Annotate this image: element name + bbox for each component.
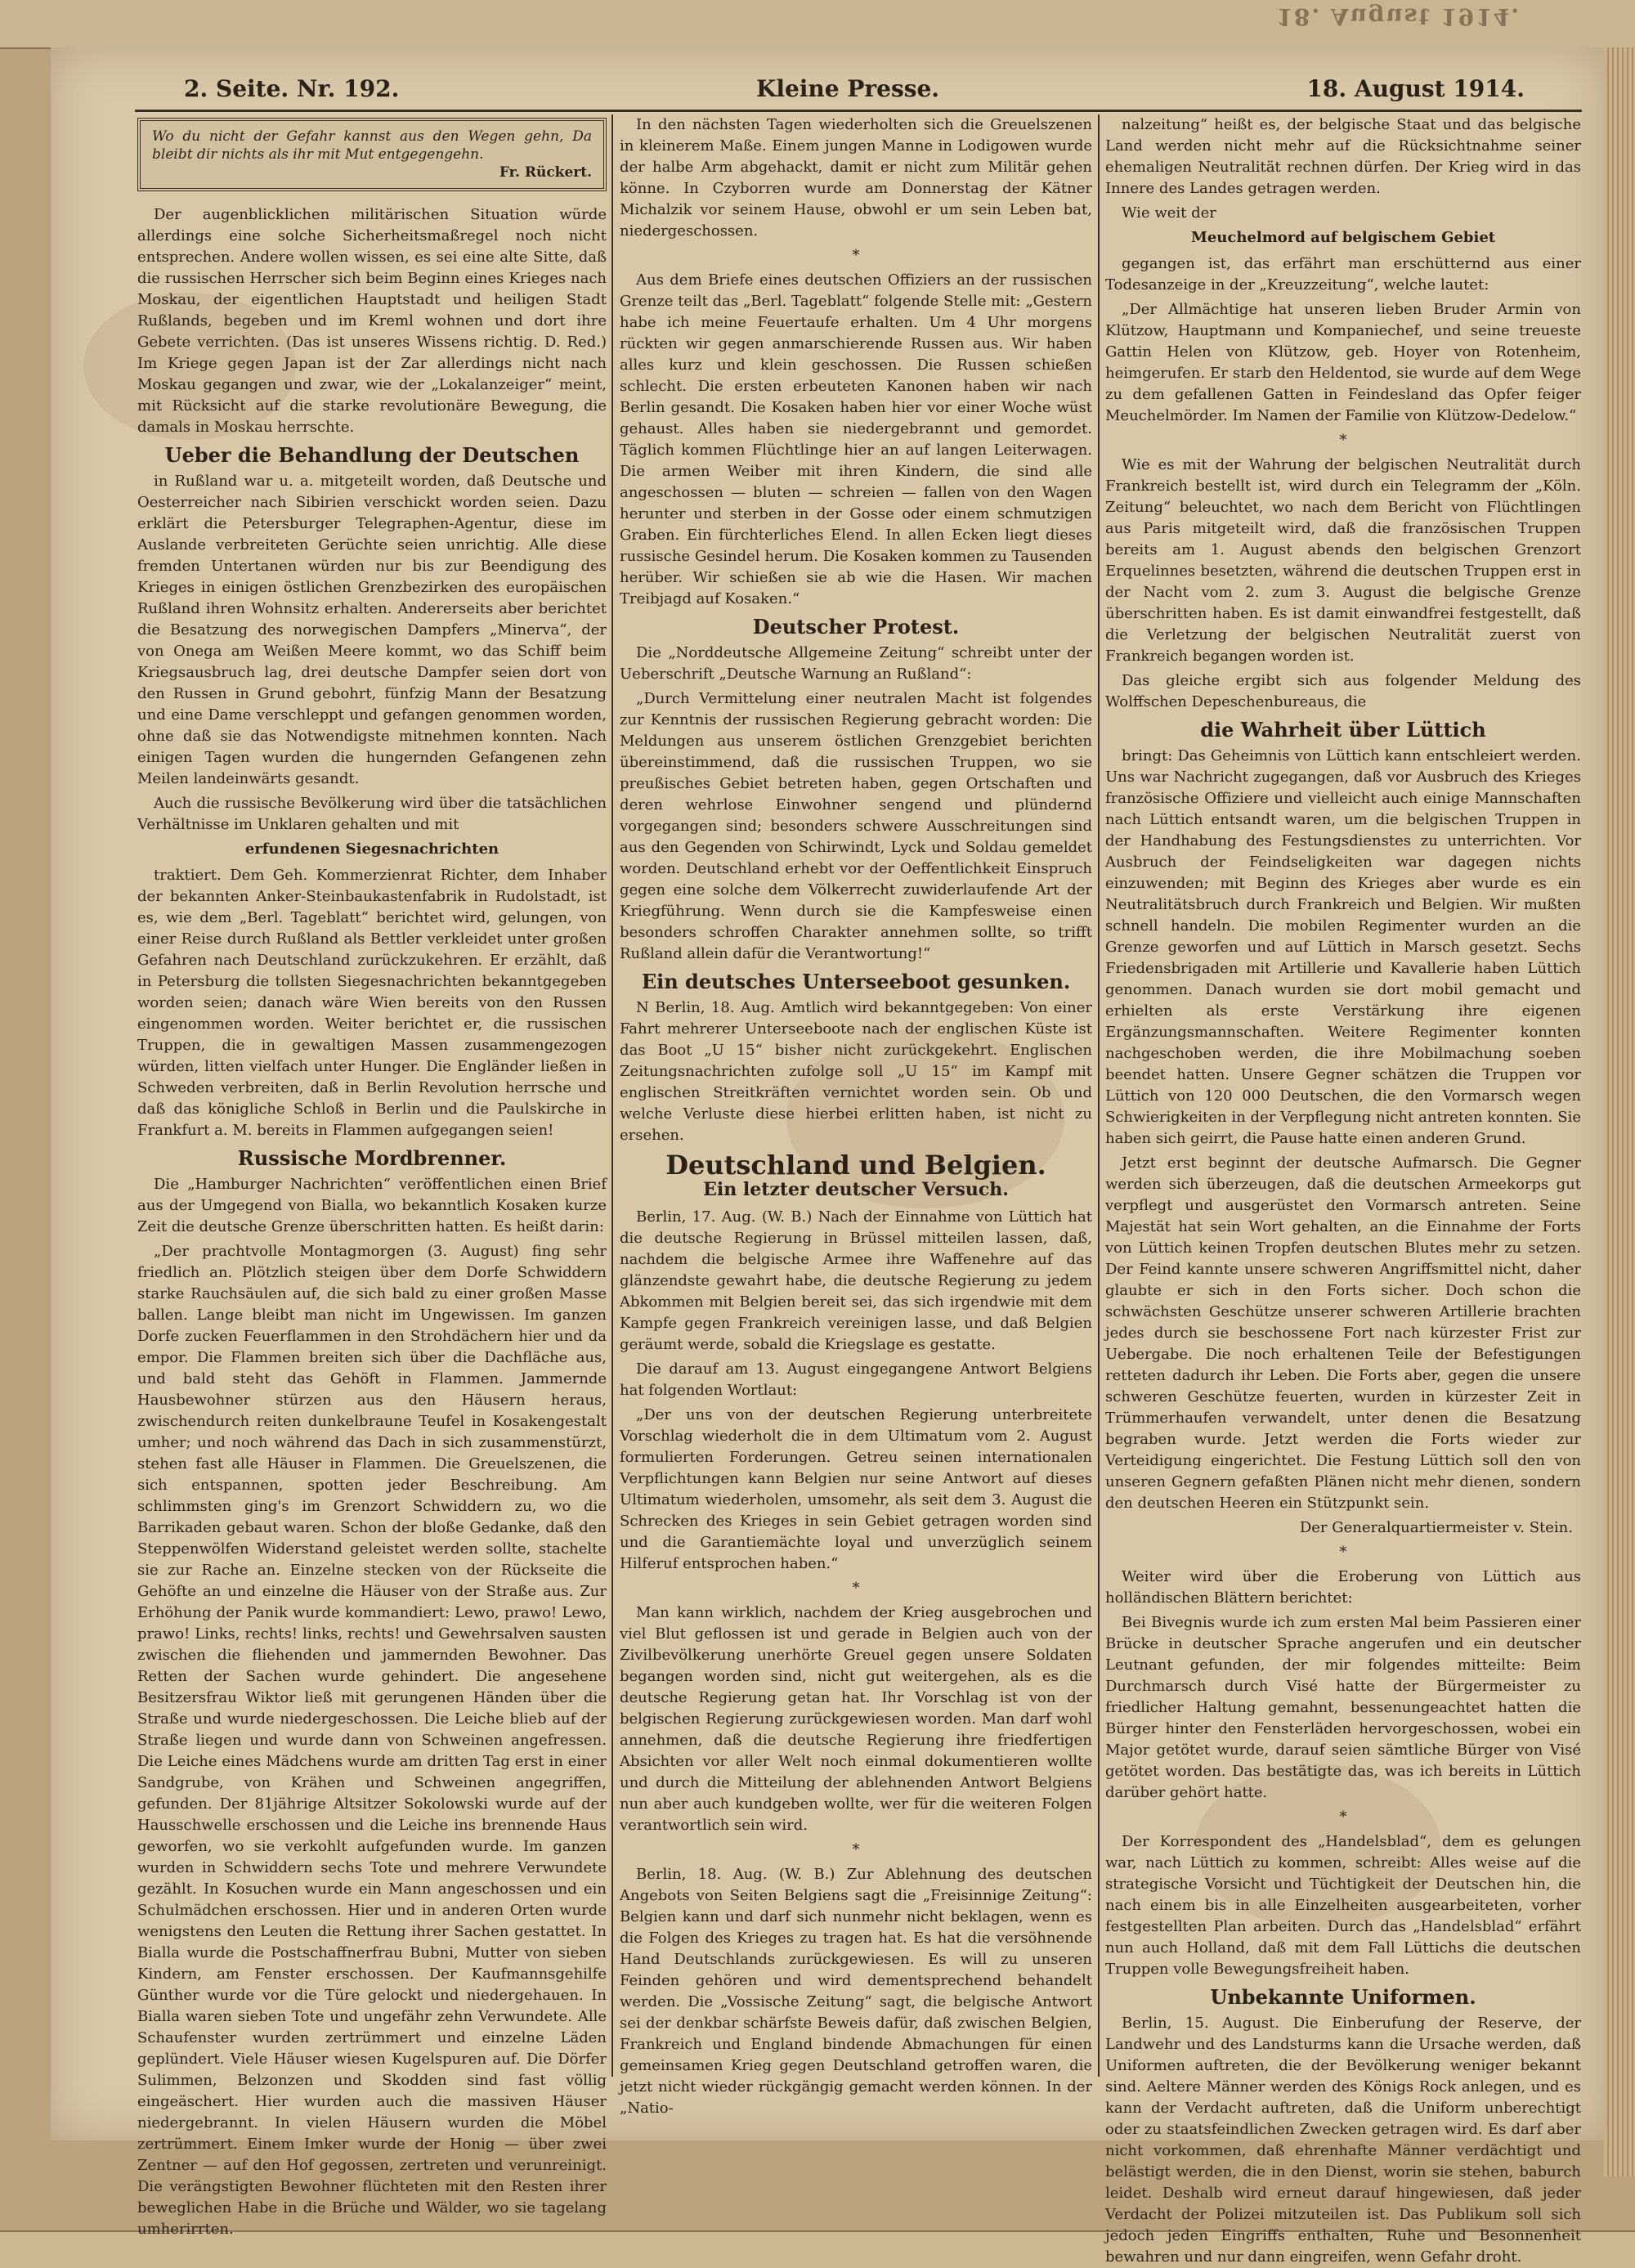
article-paragraph: Die „Norddeutsche Allgemeine Zeitung“ schreibt unter der Ueberschrift „Deutsche Warnung an Rußland“: (620, 644, 1092, 683)
page-header (135, 75, 1525, 108)
article-paragraph: Wie weit der (1122, 204, 1216, 222)
previous-page-strip (0, 0, 1635, 49)
article-paragraph: gegangen ist, das erfährt man erschütternd aus einer Todesanzeige in der „Kreuzzeitung“, welche lautet: (1105, 255, 1581, 294)
article-paragraph: „Der prachtvolle Montagmorgen (3. August) fing sehr friedlich an. Plötzlich steigen über dem Dorfe Schwiddern starke Rauchsäulen auf, die sich bald zu einer großen Masse ballen. Lange bleibt man nicht im Ungewissen. Im ganzen Dorfe zucken Feuerflammen in den Strohdächern hier und da empor. Die Flammen breiten sich über die Dachfläche aus, und bald steht das Gehöft in Flammen. Jammernde Hausbewohner stürzen aus den Häusern heraus, zwischendurch reiten dunkelbraune Teufel in Kosakengestalt umher; und noch während das Dach in sich zusammenstürzt, stehen fast alle Häuser in Flammen. Die Greuelszenen, die sich entspannen, spotten jeder Beschreibung. Am schlimmsten ging's im Grenzort Schwiddern zu, wo die Barrikaden gebaut waren. Schon der bloße Gedanke, daß den Steppenwölfen Widerstand geleistet werden sollte, stachelte sie zur Rache an. Einzelne stecken von der Rückseite die Gehöfte an und einzelne die Häuser von der Straße aus. Zur Erhöhung der Panik wurde kommandiert: Lewo, prawo! Lewo, prawo! Links, rechts! links, rechts! und Gewehrsalven sausten zwischen die fliehenden und jammernden Bewohner. Das Retten der Sachen wurde gehindert. Die angesehene Besitzersfrau Wiktor ließ mit gerungenen Händen über die Straße und wurde niedergeschossen. Die Leiche blieb auf der Straße liegen und wurde dann von Schweinen angefressen. Die Leiche eines Mädchens wurde am dritten Tag erst in einer Sandgrube, von Krähen und Schweinen angegriffen, gefunden. Der 81jährige Altsitzer Sokolowski wurde auf der Hausschwelle erschossen und die Leiche ins brennende Haus geworfen, wo sie verkohlt aufgefunden wurde. Im ganzen wurden in Schwiddern sechs Tote und mehrere Verwundete gezählt. In Kosuchen wurde ein Mann angeschossen und ein Schulmädchen erschossen. Hier und in anderen Orten wurde wenigstens den Leuten die Rettung ihrer Sachen gestattet. In Bialla wurde die Postschaffnerfrau Bubni, Mutter von sieben Kindern, am Fenster erschossen. Der Kaufmannsgehilfe Günther wurde vor die Türe gelockt und niedergehauen. In Bialla waren sieben Tote und ungefähr zehn Verwundete. Alle Schaufenster wurden zertrümmert und einzelne Läden geplündert. Viele Häuser wiesen Kugelspuren auf. Die Dörfer Sulimmen, Belzonzen und Skodden sind fast völlig eingeäschert. Hier wurden auch die massiven Häuser niedergebrannt. In vielen Häusern wurden die Möbel zertrümmert. Einem Imker wurde der Honig — über zwei Zentner — auf den Hof gegossen, zertreten und verunreinigt. Die verängstigten Bewohner flüchteten mit den Resten ihrer beweglichen Habe in die Brüche und Wälder, wo sie tagelang umherirrten. (137, 1243, 607, 2238)
article-paragraph: Wie es mit der Wahrung der belgischen Neutralität durch Frankreich bestellt ist, wird durch ein Telegramm der „Köln. Zeitung“ beleuchtet, wo nach dem Bericht von Flüchtlingen aus Paris mitgeteilt wird, daß die französischen Truppen bereits am 1. August abends den belgischen Grenzort Erquelinnes besetzten, während die deutschen Truppen erst in der Nacht vom 2. zum 3. August die belgische Grenze überschritten haben. Es ist damit einwandfrei festgestellt, daß die Verletzung der belgischen Neutralität zuerst von Frankreich begangen worden ist. (1105, 456, 1581, 665)
article-paragraph: Die „Hamburger Nachrichten“ veröffentlichen einen Brief aus der Umgegend von Bialla, wo bekanntlich Kosaken kurze Zeit die deutsche Grenze überschritten hatten. Es heißt darin: (137, 1176, 607, 1235)
article-paragraph: „Durch Vermittelung einer neutralen Macht ist folgendes zur Kenntnis der russischen Regierung gebracht worden: Die Meldungen aus unserem östlichen Grenzgebiet berichten übereinstimmend, daß die russischen Truppen, wo sie preußisches Gebiet betreten haben, gegen Ortschaften und deren wehrlose Einwohner sengend und plündernd vorgegangen sind; besonders schwere Ausschreitungen sind aus den Gegenden von Schirwindt, Lyck und Soldau gemeldet worden. Deutschland erhebt vor der Oeffentlichkeit Einspruch gegen eine solche dem Völkerrecht zuwiderlaufende Art der Kriegführung. Wenn durch sie die Kampfesweise einen besonders schroffen Charakter annehmen sollte, so trifft Rußland allein dafür die Verantwortung!“ (620, 690, 1092, 962)
article-paragraph: traktiert. Dem Geh. Kommerzienrat Richter, dem Inhaber der bekannten Anker-Steinbaukastenfabrik in Rudolstadt, ist es, wie dem „Berl. Tageblatt“ berichtet wird, gelungen, von einer Reise durch Rußland als Bettler verkleidet unter großen Gefahren nach Deutschland zurückzukehren. Er erzählt, daß in Petersburg die tollsten Siegesnachrichten bekanntgegeben worden seien; danach wäre Wien bereits von den Russen eingenommen worden. Weiter berichtet er, die russischen Truppen, die in gewaltigen Massen zusammengezogen würden, litten vielfach unter Hunger. Die Engländer ließen in Schweden verbreiten, daß in Berlin Revolution herrsche und daß das königliche Schloß in Berlin und die Paulskirche in Frankfurt a. M. bereits in Flammen aufgegangen seien! (137, 867, 607, 1139)
article-paragraph: Berlin, 18. Aug. (W. B.) Zur Ablehnung des deutschen Angebots von Seiten Belgiens sagt die „Freisinnige Zeitung“: Belgien kann und darf sich nunmehr nicht beklagen, wenn es die Folgen des Krieges zu tragen hat. Es hat die versöhnende Hand Deutschlands zurückgewiesen. Es will zu unseren Feinden gehören und wird dementsprechend behandelt werden. Die „Vossische Zeitung“ sagt, die belgische Antwort sei der denkbar schärfste Beweis dafür, daß zwischen Belgien, Frankreich und England bindende Abmachungen für einen gemeinsamen Krieg gegen Deutschland getroffen waren, die jetzt nicht wieder rückgängig gemacht werden können. In der „Natio- (620, 1866, 1092, 2117)
article-paragraph: Der Korrespondent des „Handelsblad“, dem es gelungen war, nach Lüttich zu kommen, schreibt: Alles weise auf die strategische Vorsicht und Tüchtigkeit der Deutschen hin, die nach einem bis in alle Einzelheiten ausgearbeiteten, vorher festgestellten Plan arbeiten. Durch das „Handelsblad“ erfährt nun auch Holland, daß mit dem Fall Lüttichs die deutschen Truppen volle Bewegungsfreiheit haben. (1105, 1833, 1581, 1978)
article-paragraph: Jetzt erst beginnt der deutsche Aufmarsch. Die Gegner werden sich überzeugen, daß die deutschen Armeekorps gut verpflegt und ausgerüstet den Vormarsch antreten. Seine Majestät hat sein Wort gehalten, an die Einnahme der Forts von Lüttich keinen Tropfen deutschen Blutes mehr zu setzen. Der Feind kannte unsere schweren Angriffsmittel nicht, daher glaubte er sich in den Forts sicher. Doch schon die schwächsten Geschütze unserer schweren Artillerie brachten jedes durch sie beschossene Fort nach kürzester Frist zur Uebergabe. Die noch erhaltenen Teile der Befestigungen retteten dadurch ihr Leben. Die Forts aber, gegen die unsere schweren Geschütze feuerten, wurden in kürzester Zeit in Trümmerhaufen verwandelt, unter denen die Besatzung begraben wurde. Jetzt werden die Forts wieder zur Verteidigung eingerichtet. Die Festung Lüttich soll den von unseren Gegnern gefaßten Plänen nicht mehr dienen, sondern den deutschen Heeren ein Stützpunkt sein. (1105, 1154, 1581, 1512)
page-edge-stack (1604, 47, 1635, 2176)
article-paragraph: bringt: Das Geheimnis von Lüttich kann entschleiert werden. Uns war Nachricht zugegangen, daß vor Ausbruch des Krieges französische Offiziere und vielleicht auch einige Mannschaften nach Lüttich entsandt waren, um die belgischen Truppen in der Handhabung des Festungsdienstes zu unterrichten. Vor Ausbruch der Feindseligkeiten war dagegen nichts einzuwenden; mit Beginn des Krieges aber wurde es ein Neutralitätsbruch durch Frankreich und Belgien. Wir mußten schnell handeln. Die mobilen Regimenter wurden an die Grenze geworfen und auf Lüttich in Marsch gesetzt. Sechs Friedensbrigaden mit Artillerie und Kavallerie haben Lüttich genommen. Danach wurden sie dort mobil gemacht und erhielten als erste Verstärkung ihre eigenen Ergänzungsmannschaften. Weitere Regimenter konnten nachgeschoben werden, die ihre Mobilmachung soeben beendet hatten. Unsere Gegner schätzen die Truppen vor Lüttich von 120 000 Deutschen, die den Vormarsch wegen Schwierigkeiten in der Verpflegung nicht antreten konnten. Sie haben sich geirrt, die Pause hatte einen anderen Grund. (1105, 747, 1581, 1147)
column-2 (620, 114, 1092, 2117)
article-headline: Ein deutsches Unterseeboot gesunken. (641, 970, 1071, 993)
section-heading: die Wahrheit über Lüttich (1200, 718, 1486, 742)
motto-author: Fr. Rückert. (499, 164, 592, 181)
separator-asterisk: * (852, 1580, 860, 1597)
article-paragraph: Berlin, 15. August. Die Einberufung der Reserve, der Landwehr und des Landsturms kann die Ursache werden, daß Uniformen auftreten, die der Bevölkerung weniger bekannt sind. Aeltere Männer werden des Königs Rock anlegen, und es kann der Verdacht auftreten, daß die Uniform unberechtigt oder zu staatsfeindlichen Zwecken getragen wird. Es darf aber nicht vorkommen, daß ehrenhafte Männer verdächtigt und belästigt werden, die in den Dienst, worin sie stehen, baburch leidet. Deshalb wird erneut darauf hingewiesen, daß jeder Verdacht der Polizei mitzuteilen ist. Das Publikum soll sich jedoch jeden Eingriffs enthalten, Ruhe und Besonnenheit bewahren und nur dann eingreifen, wenn Gefahr droht. (1105, 2015, 1581, 2266)
separator-asterisk: * (1339, 1544, 1347, 1561)
separator-asterisk: * (852, 1841, 860, 1858)
article-paragraph: Aus dem Briefe eines deutschen Offiziers an der russischen Grenze teilt das „Berl. Tageblatt“ folgende Stelle mit: „Gestern habe ich meine Feuertaufe erhalten. Um 4 Uhr morgens rückten wir gegen anmarschierende Russen aus. Wir haben alles kurz und klein geschossen. Die Russen schießen schlecht. Die ersten erbeuteten Kanonen haben wir nach Berlin gesandt. Die Kosaken haben hier vor einer Woche wüst gehaust. Alles haben sie niedergebrannt und gemordet. Täglich kommen Flüchtlinge hier an auf langen Leiterwagen. Die armen Weiber mit ihren Kindern, die sind alle angeschossen — bluten — schreien — fallen von den Wagen herunter und sterben in der Gosse oder einem schmutzigen Graben. Ein fürchterliches Elend. In allen Ecken liegt dieses russische Gesindel herum. Die Kosaken kommen zu Tausenden herüber. Wir schießen sie ab wie die Hasen. Wir machen Treibjagd auf Kosaken.“ (620, 271, 1092, 607)
article-paragraph: Der augenblicklichen militärischen Situation würde allerdings eine solche Sicherheitsmaßregel noch nicht entsprechen. Andere wollen wissen, es sei eine alte Sitte, daß die russischen Herrscher sich beim Beginn eines Krieges nach Moskau, der eigentlichen Hauptstadt und heiligen Stadt Rußlands, begeben und im Kreml wohnen und dort ihre Gebete verrichten. (Das ist unseres Wissens richtig. D. Red.) Im Kriege gegen Japan ist der Zar allerdings nicht nach Moskau gegangen und zwar, wie der „Lokalanzeiger“ meint, mit Rücksicht auf die starke revolutionäre Bewegung, die damals in Moskau herrschte. (137, 206, 607, 436)
section-heading: Deutscher Protest. (752, 615, 960, 639)
separator-asterisk: * (1339, 432, 1347, 449)
article-paragraph: „Der uns von der deutschen Regierung unterbreitete Vorschlag wiederholt die in dem Ultimatum vom 2. August formulierten Forderungen. Getreu seinen internationalen Verpflichtungen kann Belgien nur seine Antwort auf dieses Ultimatum wiederholen, umsomehr, als seit dem 3. August die Schrecken des Krieges in sein Gebiet getragen worden sind und die Garantiemächte loyal und unverzüglich seinem Hilferuf entsprochen haben.“ (620, 1406, 1092, 1572)
article-paragraph: In den nächsten Tagen wiederholten sich die Greuelszenen in kleinerem Maße. Einem jungen Manne in Lodigowen wurde der halbe Arm abgehackt, damit er nicht zum Militär gehen könne. In Czyborren wurde am Donnerstag der Kätner Michalzik vor seinem Hause, obwohl er um sein Leben bat, niedergeschossen. (620, 116, 1092, 240)
separator-asterisk: * (1339, 1809, 1347, 1826)
signature-line: Der Generalquartiermeister v. Stein. (1299, 1519, 1573, 1536)
header-rule (135, 110, 1582, 112)
article-paragraph: in Rußland war u. a. mitgeteilt worden, daß Deutsche und Oesterreicher nach Sibirien verschickt worden seien. Dazu erklärt die Petersburger Telegraphen-Agentur, diese im Auslande verbreiteten Gerüchte seien unrichtig. Alle diese fremden Untertanen würden nur bis zur Beendigung des Krieges in einigen östlichen Grenzbezirken des europäischen Rußland ihren Wohnsitz erhalten. Andererseits aber berichtet die Besatzung des norwegischen Dampfers „Minerva“, der von Onega am Weißen Meere kommt, wo das Schiff beim Kriegsausbruch lag, drei deutsche Dampfer seien dort von den Russen in Grund gebohrt, fünfzig Mann der Besatzung und eine Dame verschleppt und gefangen genommen worden, ohne daß sie das Notwendigste mitnehmen konnten. Nach einigen Tagen wurden die hungernden Gefangenen zehn Meilen landeinwärts gesandt. (137, 473, 607, 787)
section-heading: erfundenen Siegesnachrichten (244, 840, 499, 858)
article-subheadline: Ein letzter deutscher Versuch. (703, 1179, 1009, 1200)
column-3 (1105, 114, 1581, 2266)
column-divider-1 (611, 114, 613, 2077)
article-paragraph: Die darauf am 13. August eingegangene Antwort Belgiens hat folgenden Wortlaut: (620, 1360, 1092, 1399)
article-headline: Deutschland und Belgien. (665, 1150, 1046, 1181)
article-paragraph: nalzeitung“ heißt es, der belgische Staat und das belgische Land werden nicht mehr auf die Rücksichtnahme seiner ehemaligen Neutralität rechnen dürfen. Der Krieg wird in das Innere des Landes getragen werden. (1105, 116, 1581, 197)
newspaper-title: Kleine Presse. (756, 75, 940, 102)
article-paragraph: N Berlin, 18. Aug. Amtlich wird bekanntgegeben: Von einer Fahrt mehrerer Unterseeboote nach der englischen Küste ist das Boot „U 15“ bisher nicht zurückgekehrt. Englischen Zeitungsnachrichten zufolge soll „U 15“ im Kampf mit englischen Streitkräften vernichtet worden sein. Ob und welche Verluste diese hierbei erlitten haben, ist nicht zu ersehen. (620, 999, 1092, 1144)
article-paragraph: „Der Allmächtige hat unseren lieben Bruder Armin von Klützow, Hauptmann und Kompaniechef, und seine treueste Gattin Helen von Klützow, geb. Hoyer von Rotenheim, heimgerufen. Er starb den Heldentod, sie wurde auf dem Wege zu dem gefallenen Gatten in Feindesland das Opfer feiger Meuchelmörder. Im Namen der Familie von Klützow-Dedelow.“ (1105, 301, 1581, 424)
section-heading: Ueber die Behandlung der Deutschen (164, 443, 580, 467)
motto-text: Wo du nicht der Gefahr kannst aus den Wegen gehn, Da bleibt dir nichts als ihr mit Mut entgegengehn. (152, 128, 592, 163)
article-paragraph: Bei Bivegnis wurde ich zum ersten Mal beim Passieren einer Brücke in deutscher Sprache angerufen und ein deutscher Leutnant gefunden, der mir folgendes mitteilte: Beim Durchmarsch durch Visé hatte der Bürgermeister zu friedlicher Haltung gemahnt, bessenungeachtet hatten die Bürger hinter den Fensterläden hervorgeschossen, wobei ein Major getötet wurde, darauf seien sämtliche Bürger von Visé getötet worden. Das bestätigte das, was ich bereits in Lüttich darüber gehört hatte. (1105, 1614, 1581, 1801)
article-paragraph: Das gleiche ergibt sich aus folgender Meldung des Wolffschen Depeschenbureaus, die (1105, 672, 1581, 710)
issue-date: 18. August 1914. (1306, 75, 1525, 102)
page-number: 2. Seite. Nr. 192. (184, 75, 400, 102)
column-1 (137, 114, 607, 2238)
column-divider-2 (1098, 114, 1100, 2077)
article-paragraph: Man kann wirklich, nachdem der Krieg ausgebrochen und viel Blut geflossen ist und gerade in Belgien auch von der Zivilbevölkerung unerhörte Greuel gegen unsere Soldaten begangen worden sind, nicht gut weitergehen, als es die deutsche Regierung getan hat. Ihr Vorschlag ist von der belgischen Regierung zurückgewiesen worden. Man darf wohl annehmen, daß die deutsche Regierung ihre friedfertigen Absichten vor aller Welt noch einmal dokumentieren wollte und durch die Mitteilung der ablehnenden Antwort Belgiens nun aber auch kundgeben wollte, wer für die weiteren Folgen verantwortlich sein wird. (620, 1604, 1092, 1834)
article-headline: Russische Mordbrenner. (237, 1146, 507, 1170)
article-paragraph: Auch die russische Bevölkerung wird über die tatsächlichen Verhältnisse im Unklaren gehalten und mit (137, 795, 607, 833)
separator-asterisk: * (852, 247, 860, 264)
motto-box (137, 118, 607, 191)
article-headline: Unbekannte Uniformen. (1210, 1985, 1476, 2009)
section-heading: Meuchelmord auf belgischem Gebiet (1190, 229, 1496, 246)
article-paragraph: Weiter wird über die Eroberung von Lüttich aus holländischen Blättern berichtet: (1105, 1568, 1581, 1607)
previous-page-ghost-date: 18. August 1914. (1276, 3, 1521, 30)
article-paragraph: Berlin, 17. Aug. (W. B.) Nach der Einnahme von Lüttich hat die deutsche Regierung in Brüssel mitteilen lassen, daß, nachdem die belgische Armee ihre Waffenehre auf das glänzendste gewahrt habe, die deutsche Regierung zu jedem Abkommen mit Belgien bereit sei, das sich irgendwie mit dem Kampfe gegen Frankreich vereinigen lasse, und daß Belgien geräumt werde, sobald die Kriegslage es gestatte. (620, 1208, 1092, 1353)
